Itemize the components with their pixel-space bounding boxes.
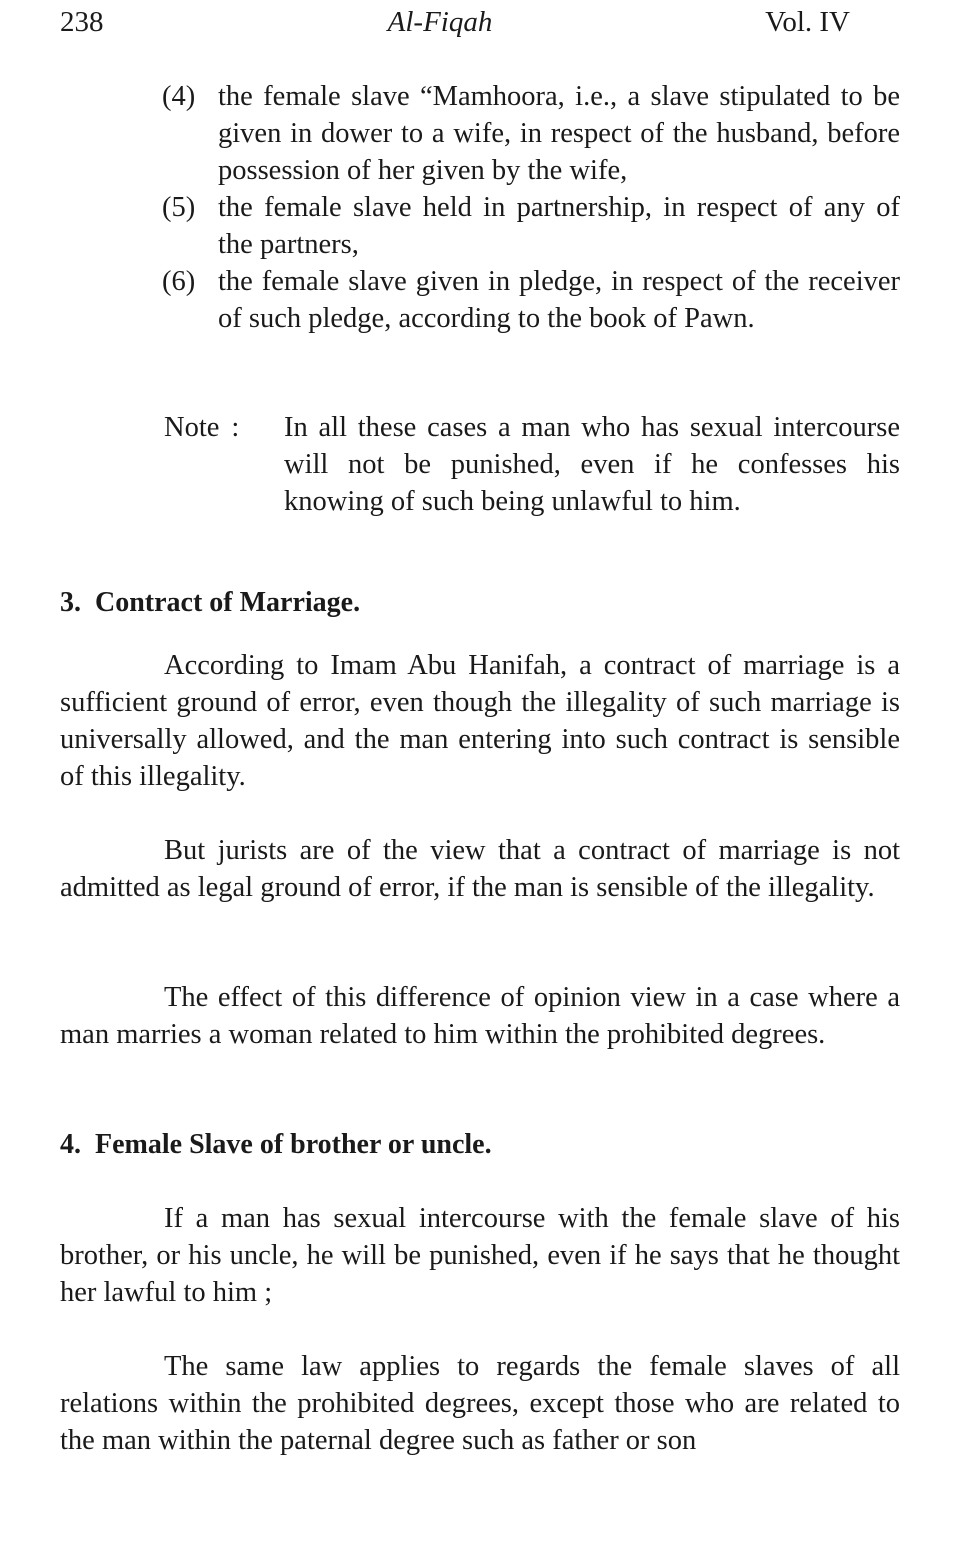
list-item (162, 263, 900, 337)
note-block (164, 409, 900, 520)
paragraph: If a man has sexual intercourse with the female slave of his brother, or his uncle, he will be punished, even if he says that he thought her lawful to him ; (60, 1203, 900, 1308)
section-title: Female Slave of brother or uncle. (95, 1129, 492, 1160)
list-item-text: the female slave given in pledge, in respect of the receiver of such pledge, according to the book of Pawn. (218, 266, 900, 334)
page-number: 238 (60, 6, 104, 38)
note-label-text: Note (164, 412, 220, 443)
section-heading-3 (60, 585, 360, 621)
note-separator: : (231, 412, 240, 443)
section-number: 3. (60, 587, 81, 618)
paragraph: The effect of this difference of opinion view in a case where a man marries a woman related to him within the prohibited degrees. (60, 982, 900, 1050)
note-label (164, 409, 284, 520)
paragraph: But jurists are of the view that a contract of marriage is not admitted as legal ground of error, if the man is sensible of the illegality. (60, 835, 900, 903)
running-title: Al-Fiqah (387, 6, 493, 38)
list-item-text: the female slave “Mamhoora, i.e., a slave stipulated to be given in dower to a wife, in respect of the husband, before possession of her given by the wife, (218, 81, 900, 186)
list-item (162, 189, 900, 263)
list-item-text: the female slave held in partnership, in respect of any of the partners, (218, 192, 900, 260)
list-item (162, 78, 900, 189)
paragraph: According to Imam Abu Hanifah, a contract of marriage is a sufficient ground of error, even though the illegality of such marriage is universally allowed, and the man entering into such contract is sensible of this illegality. (60, 650, 900, 792)
note-text: In all these cases a man who has sexual intercourse will not be punished, even if he confesses his knowing of such being unlawful to him. (284, 412, 900, 517)
section-heading-4 (60, 1127, 492, 1163)
list-item-number: (4) (162, 81, 196, 112)
paragraph: The same law applies to regards the female slaves of all relations within the prohibited degrees, except those who are related to the man within the paternal degree such as father or son (60, 1351, 900, 1456)
list-item-number: (6) (162, 266, 196, 297)
list-item-number: (5) (162, 192, 196, 223)
section-number: 4. (60, 1129, 81, 1160)
section-title: Contract of Marriage. (95, 587, 361, 618)
enumerated-list (162, 78, 900, 337)
volume-label: Vol. IV (765, 6, 850, 38)
